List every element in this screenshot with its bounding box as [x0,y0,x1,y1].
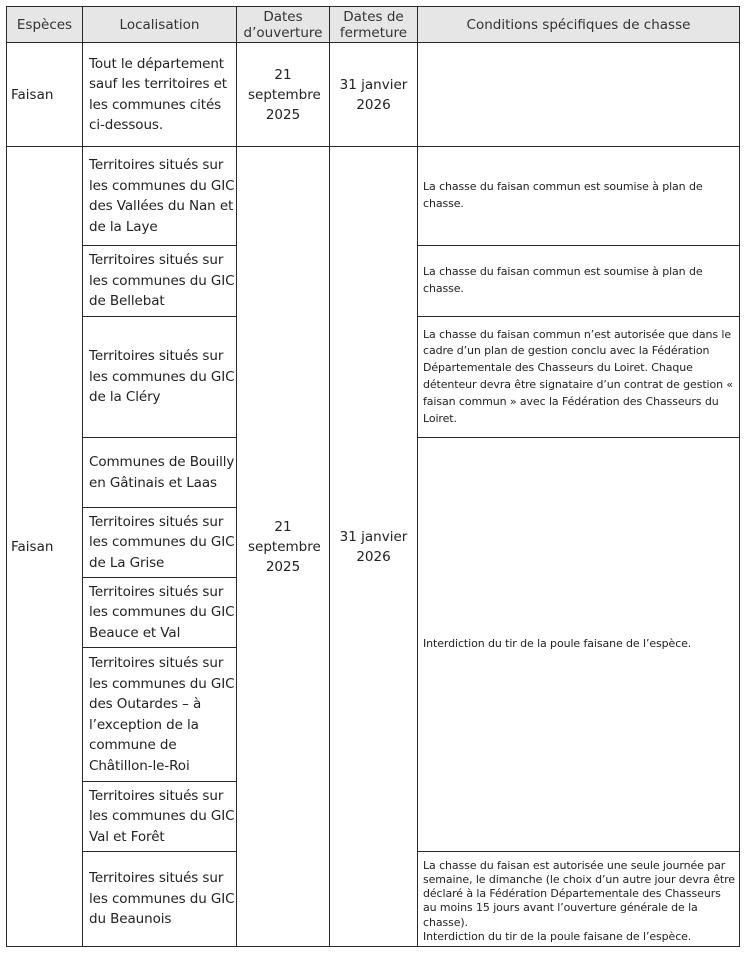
header-ouverture-label: Dates d’ouverture [243,8,323,41]
conditions-beaunois [417,851,740,947]
ouverture-date: 21 septembre 2025 [248,518,321,575]
localisation-text: Communes de Bouilly en Gâtinais et Laas [89,454,235,491]
header-localisation [82,6,237,43]
localisation-beauce-val [82,577,237,648]
localisation-la-grise [82,507,237,578]
localisation-text: Territoires situés sur les communes du GIC de La Grise [89,513,235,571]
header-conditions [417,6,740,43]
conditions-text: La chasse du faisan commun n’est autorisée que dans le cadre d’un plan de gestion conclu avec la Fédération Départementale des Chasseurs du Loiret. Chaque détenteur devra être signataire d’un contrat de gestion « faisan commun » avec la Fédération des Chasseurs du Loiret. [423,327,734,425]
localisation-val-foret [82,781,237,852]
localisation-text: Territoires situés sur les communes du GIC de Bellebat [89,252,235,310]
group2-fermeture [329,146,418,947]
localisation-clery [82,316,237,438]
conditions-text: La chasse du faisan est autorisée une seule journée par semaine, le dimanche (le choix d’un autre jour devra être déclaré à la Fédération Départementale des Chasseurs au moins 15 jours avant l’ouverture générale de la chasse). [423,858,735,929]
localisation-bellebat [82,245,237,317]
localisation-text: Territoires situés sur les communes du GIC des Outardes – à l’exception de la commune de Châtillon-le-Roi [89,655,235,774]
header-fermeture-label: Dates de fermeture [339,8,408,41]
conditions-text: La chasse du faisan commun est soumise à plan de chasse. [423,180,703,210]
localisation-text: Territoires situés sur les communes du GIC Val et Forêt [89,787,235,845]
localisation-outardes [82,647,237,782]
ouverture-date: 21 septembre 2025 [248,66,321,123]
row1-fermeture [329,42,418,147]
localisation-text: Territoires situés sur les communes du GIC des Vallées du Nan et de la Laye [89,157,235,235]
header-especes [6,6,83,43]
localisation-bouilly-laas [82,437,237,508]
header-conditions-label: Conditions spécifiques de chasse [466,16,691,33]
header-fermeture [329,6,418,43]
row1-ouverture [236,42,330,147]
localisation-vallees-nan-laye [82,146,237,246]
row1-espece [6,42,83,147]
localisation-text: Territoires situés sur les communes du GIC du Beaunois [89,870,235,928]
row1-localisation [82,42,237,147]
conditions-bellebat [417,245,740,317]
group2-espece [6,146,83,947]
header-ouverture [236,6,330,43]
espece-label: Faisan [11,86,54,103]
localisation-text: Territoires situés sur les communes du GIC de la Cléry [89,348,235,406]
header-especes-label: Espèces [16,16,73,33]
localisation-text: Tout le département sauf les territoires et les communes cités ci-dessous. [89,55,227,133]
conditions-text: Interdiction du tir de la poule faisane de l’espèce. [423,637,692,651]
espece-label: Faisan [11,538,54,555]
conditions-text: La chasse du faisan commun est soumise à plan de chasse. [423,265,703,295]
conditions-clery [417,316,740,438]
localisation-beaunois [82,851,237,947]
header-localisation-label: Localisation [119,16,200,33]
conditions-vallees-nan-laye [417,146,740,246]
group2-ouverture [236,146,330,947]
row1-conditions [417,42,740,147]
conditions-text: Interdiction du tir de la poule faisane de l’espèce. [423,929,692,943]
conditions-poule-faisane [417,437,740,852]
fermeture-date: 31 janvier 2026 [339,528,408,565]
fermeture-date: 31 janvier 2026 [339,76,408,113]
hunting-regulations-table [6,6,740,947]
localisation-text: Territoires situés sur les communes du GIC Beauce et Val [89,583,235,641]
